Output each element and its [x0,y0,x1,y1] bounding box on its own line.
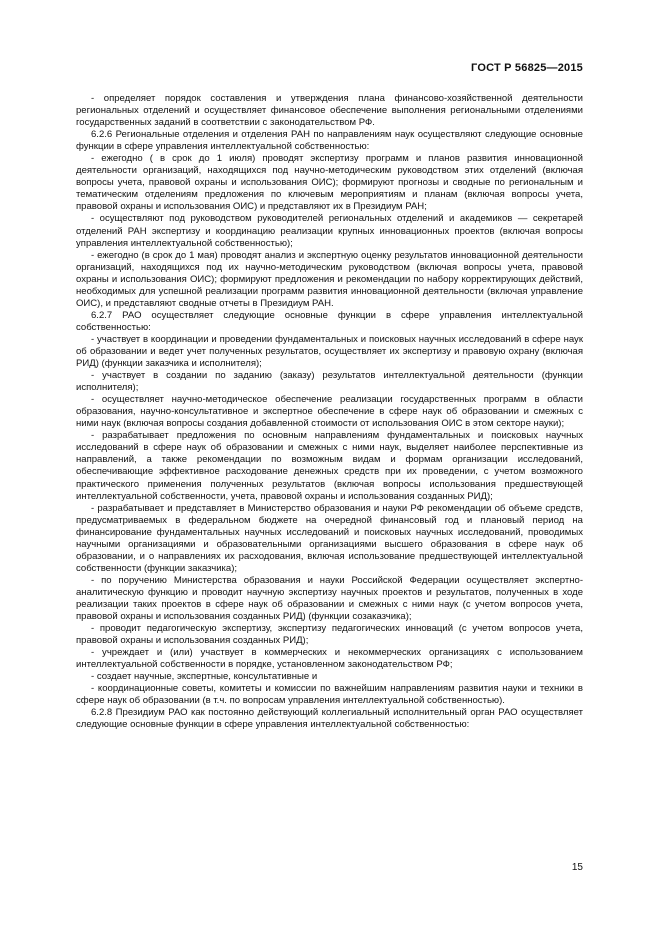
paragraph: - координационные советы, комитеты и комиссии по важнейшим направлениям развития науки и техники в сфере наук об образовании (в т.ч. по вопросам управления интеллектуальной собственностью). [76,683,583,707]
page-number: 15 [571,862,583,873]
paragraph: - участвует в создании по заданию (заказу) результатов интеллектуальной деятельности (функции исполнителя); [76,370,583,394]
paragraph: - ежегодно (в срок до 1 мая) проводят анализ и экспертную оценку результатов инновационной деятельности организаций, находящихся под их научно-методическим руководством (включая вопросы учета, правовой охраны и использования ОИС); формируют предложения и рекомендации по набору корректирующих действий, необходимых для успешной реализации программ развития инновационной деятельности (включая управление ОИС), и представляют сводные отчеты в Президиум РАН. [76,249,583,309]
paragraph: - разрабатывает и представляет в Министерство образования и науки РФ рекомендации об объеме средств, предусматриваемых в федеральном бюджете на очередной финансовый год и плановый период на финансирование фундаментальных научных исследований и поисковых научных исследований, проводимых научными организациями и образовательными организациями высшего образования в сфере наук об образовании, и о направлениях их расходования, включая использование предшествующей интеллектуальной собственности (функции заказчика); [76,502,583,574]
paragraph: - учреждает и (или) участвует в коммерческих и некоммерческих организациях с использованием интеллектуальной собственности в порядке, установленном законодательством РФ; [76,647,583,671]
paragraph: - разрабатывает предложения по основным направлениям фундаментальных и поисковых научных исследований в сфере наук об образовании и смежных с ними наук, выделяет наиболее перспективные из направлений, а также рекомендации по возможным видам и формам организации исследований, обеспечивающие эффективное расходование денежных средств при их проведении, с учетом возможного практического применения полученных результатов (включая вопросы использования предшествующей интеллектуальной собственности, учета, правовой охраны и использования созданных РИД); [76,430,583,502]
paragraph: - определяет порядок составления и утверждения плана финансово-хозяйственной деятельности региональных отделений и осуществляет финансовое обеспечение выполнения региональными отделениями государственных заданий в соответствии с законодательством РФ. [76,93,583,129]
paragraph: 6.2.6 Региональные отделения и отделения РАН по направлениям наук осуществляют следующие основные функции в сфере управления интеллектуальной собственностью: [76,129,583,153]
paragraph: - участвует в координации и проведении фундаментальных и поисковых научных исследований в сфере наук об образовании и ведет учет полученных результатов, осуществляет их экспертизу и правовую охрану (включая РИД) (функции заказчика и исполнителя); [76,333,583,370]
paragraph: - ежегодно ( в срок до 1 июля) проводят экспертизу программ и планов развития инновационной деятельности организаций, находящихся под научно-методическим руководством этих отделений (включая вопросы учета, правовой охраны и использования ОИС); формируют прогнозы и сводные по региональным и тематическим отделениям предложения по ключевым мероприятиям и планам (включая вопросы учета, правовой охраны и использования ОИС) и представляют их в Президиум РАН; [76,153,583,213]
paragraph: 6.2.8 Президиум РАО как постоянно действующий коллегиальный исполнительный орган РАО осуществляет следующие основные функции в сфере управления интеллектуальной собственностью: [76,707,583,731]
document-standard-id: ГОСТ Р 56825—2015 [471,62,583,74]
paragraph: 6.2.7 РАО осуществляет следующие основные функции в сфере управления интеллектуальной собственностью: [76,309,583,333]
paragraph: - создает научные, экспертные, консультативные и [91,671,318,683]
paragraph: - осуществляют под руководством руководителей региональных отделений и академиков — секретарей отделений РАН экспертизу и координацию реализации крупных инновационных проектов (включая вопросы управления интеллектуальной собственностью); [76,213,583,249]
paragraph: - осуществляет научно-методическое обеспечение реализации государственных программ в области образования, научно-консультативное и экспертное обеспечение в сфере наук об образовании и смежных с ними наук (включая вопросы создания добавленной стоимости от использования ОИС в этом секторе науки); [76,394,583,430]
paragraph: - проводит педагогическую экспертизу, экспертизу педагогических инноваций (с учетом вопросов учета, правовой охраны и использования созданных РИД); [76,623,583,647]
document-body [76,93,583,731]
paragraph: - по поручению Министерства образования и науки Российской Федерации осуществляет экспертно-аналитическую функцию и проводит научную экспертизу научных проектов и результатов, полученных в ходе реализации таких проектов в сфере наук об образовании и смежных с ними наук (с учетом вопросов учета, правовой охраны и использования созданных РИД) (функции созаказчика); [76,574,583,623]
